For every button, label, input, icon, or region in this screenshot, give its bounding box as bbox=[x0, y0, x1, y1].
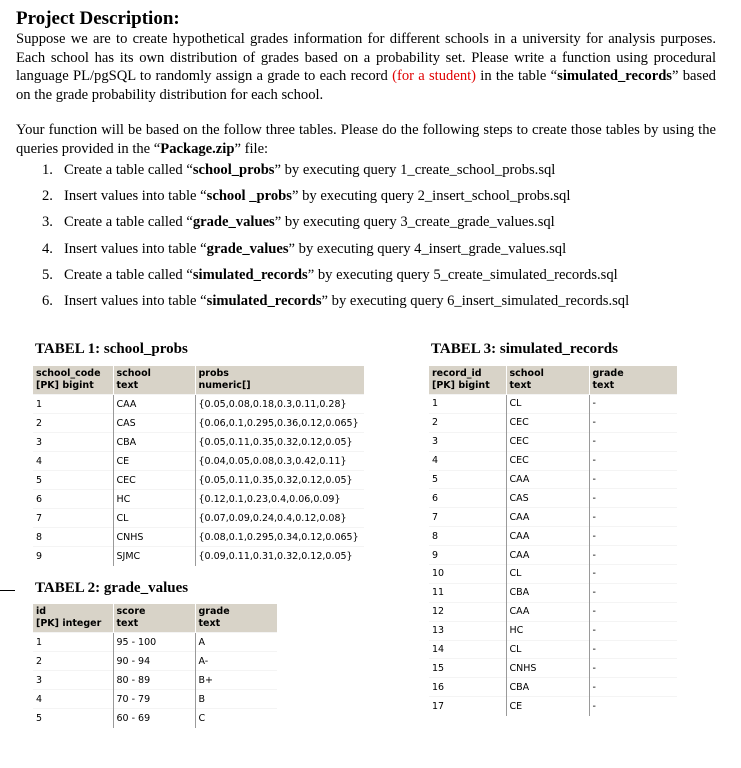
table-row bbox=[33, 490, 364, 509]
para1-text: Suppose we are to create hypothetical grades information for different schools in a university for analysis purposes. Each school has its own distribution of grades based on a probability set. Please write a function using procedural language PL/pgSQL to randomly assign a grade to each record bbox=[16, 31, 716, 84]
para1-text-end: ” based on the grade probability distribution for each school. bbox=[16, 68, 716, 103]
step-number: 2. bbox=[42, 188, 53, 205]
table-row bbox=[429, 602, 677, 621]
table-row bbox=[33, 433, 364, 452]
table-cell: - bbox=[589, 470, 677, 489]
table-cell: 16 bbox=[429, 678, 506, 697]
step-number: 3. bbox=[42, 214, 53, 231]
table-cell: 5 bbox=[33, 709, 113, 728]
table-cell: CAA bbox=[506, 508, 589, 527]
table-cell: {0.05,0.11,0.35,0.32,0.12,0.05} bbox=[195, 433, 364, 452]
table-cell: - bbox=[589, 451, 677, 470]
table-row bbox=[429, 470, 677, 489]
table-cell: CAA bbox=[506, 546, 589, 565]
table-cell: - bbox=[589, 489, 677, 508]
table3-caption: TABEL 3: simulated_records bbox=[431, 341, 618, 357]
column-header bbox=[113, 366, 195, 395]
table-cell: 15 bbox=[429, 659, 506, 678]
column-type: numeric[] bbox=[198, 380, 251, 391]
table-cell: 11 bbox=[429, 583, 506, 602]
column-name: record_id bbox=[432, 368, 482, 379]
table1-caption: TABEL 1: school_probs bbox=[35, 341, 188, 357]
steps-list bbox=[42, 162, 629, 319]
step-query-text: ” by executing query 1_create_school_probs.sql bbox=[274, 162, 556, 178]
step-number: 6. bbox=[42, 292, 53, 309]
column-name: school_code bbox=[36, 368, 101, 379]
column-header bbox=[589, 366, 677, 395]
table-cell: 6 bbox=[33, 490, 113, 509]
column-type: [PK] integer bbox=[36, 618, 102, 629]
table-cell: CEC bbox=[113, 471, 195, 490]
table-cell: CL bbox=[506, 565, 589, 584]
table-cell: CBA bbox=[113, 433, 195, 452]
table-row bbox=[429, 546, 677, 565]
step-item bbox=[42, 188, 629, 214]
table-cell: 1 bbox=[429, 395, 506, 414]
table-cell: 3 bbox=[33, 671, 113, 690]
description-paragraph bbox=[16, 30, 716, 104]
step-query-text: ” by executing query 2_insert_school_probs.sql bbox=[291, 188, 571, 205]
table-cell: CBA bbox=[506, 583, 589, 602]
table-cell: CE bbox=[113, 452, 195, 471]
table-cell: A bbox=[195, 633, 277, 652]
table-row bbox=[33, 671, 277, 690]
step-item bbox=[42, 241, 629, 267]
para1-table-name: simulated_records bbox=[557, 68, 672, 84]
para1-text-mid: in the table “ bbox=[476, 68, 558, 84]
step-text: Create a table called “ bbox=[64, 266, 193, 283]
step-number: 5. bbox=[42, 266, 53, 283]
table-row bbox=[429, 451, 677, 470]
table-row bbox=[33, 547, 364, 566]
table-row bbox=[429, 527, 677, 546]
table-row bbox=[429, 413, 677, 432]
table-cell: CBA bbox=[506, 678, 589, 697]
column-header bbox=[506, 366, 589, 395]
margin-divider bbox=[0, 590, 15, 591]
step-table-name: school _probs bbox=[206, 188, 292, 205]
table-cell: CE bbox=[506, 697, 589, 716]
table-cell: CL bbox=[506, 395, 589, 414]
table-cell: 2 bbox=[33, 652, 113, 671]
table-cell: 10 bbox=[429, 565, 506, 584]
table2-caption: TABEL 2: grade_values bbox=[35, 580, 189, 596]
table-row bbox=[33, 652, 277, 671]
table-cell: - bbox=[589, 583, 677, 602]
table-cell: - bbox=[589, 413, 677, 432]
table-cell: - bbox=[589, 697, 677, 716]
table-cell: 80 - 89 bbox=[113, 671, 195, 690]
table-cell: 8 bbox=[429, 527, 506, 546]
table-cell: 1 bbox=[33, 633, 113, 652]
table-row bbox=[429, 583, 677, 602]
column-header bbox=[195, 604, 277, 633]
step-query-text: ” by executing query 4_insert_grade_values.sql bbox=[288, 240, 567, 257]
column-name: id bbox=[36, 606, 47, 617]
table-cell: 2 bbox=[429, 413, 506, 432]
table-cell: 70 - 79 bbox=[113, 690, 195, 709]
table-cell: 5 bbox=[33, 471, 113, 490]
table-cell: CAA bbox=[506, 470, 589, 489]
table-row bbox=[429, 697, 677, 716]
table-cell: CEC bbox=[506, 451, 589, 470]
para2-package-name: Package.zip bbox=[160, 140, 235, 157]
table-cell: CL bbox=[506, 640, 589, 659]
step-table-name: school_probs bbox=[192, 162, 275, 178]
table-cell: 12 bbox=[429, 602, 506, 621]
table-cell: 1 bbox=[33, 395, 113, 414]
table-cell: CEC bbox=[506, 432, 589, 451]
step-item bbox=[42, 293, 629, 319]
table-cell: CAA bbox=[113, 395, 195, 414]
table-cell: 90 - 94 bbox=[113, 652, 195, 671]
column-type: text bbox=[116, 380, 139, 391]
para2-text-end: ” file: bbox=[234, 140, 269, 157]
table-cell: CNHS bbox=[113, 528, 195, 547]
para1-red-note: (for a student) bbox=[392, 68, 477, 84]
school-probs-table bbox=[33, 366, 364, 566]
table-row bbox=[429, 395, 677, 414]
step-query-text: ” by executing query 5_create_simulated_records.sql bbox=[307, 266, 618, 283]
table-cell: 5 bbox=[429, 470, 506, 489]
table-cell: - bbox=[589, 659, 677, 678]
column-name: score bbox=[116, 606, 146, 617]
column-type: [PK] bigint bbox=[36, 380, 94, 391]
table-cell: 4 bbox=[33, 452, 113, 471]
step-item bbox=[42, 162, 629, 188]
table-cell: - bbox=[589, 621, 677, 640]
table-row bbox=[33, 509, 364, 528]
table-row bbox=[33, 528, 364, 547]
column-header bbox=[113, 604, 195, 633]
table-cell: 4 bbox=[33, 690, 113, 709]
table-cell: {0.05,0.08,0.18,0.3,0.11,0.28} bbox=[195, 395, 364, 414]
table-cell: {0.09,0.11,0.31,0.32,0.12,0.05} bbox=[195, 547, 364, 566]
table-cell: HC bbox=[506, 621, 589, 640]
column-type: text bbox=[116, 618, 139, 629]
table-cell: - bbox=[589, 602, 677, 621]
table-header-row bbox=[33, 366, 364, 395]
table-cell: - bbox=[589, 565, 677, 584]
table-cell: 8 bbox=[33, 528, 113, 547]
table-cell: 3 bbox=[429, 432, 506, 451]
table-cell: {0.06,0.1,0.295,0.36,0.12,0.065} bbox=[195, 414, 364, 433]
column-name: grade bbox=[592, 368, 624, 379]
simulated-records-table bbox=[429, 366, 677, 716]
table-row bbox=[429, 659, 677, 678]
step-item bbox=[42, 214, 629, 240]
step-table-name: grade_values bbox=[192, 214, 275, 231]
step-text: Create a table called “ bbox=[64, 214, 193, 231]
table-row bbox=[429, 678, 677, 697]
table-cell: 95 - 100 bbox=[113, 633, 195, 652]
table-row bbox=[33, 690, 277, 709]
table-row bbox=[429, 489, 677, 508]
table-cell: - bbox=[589, 678, 677, 697]
table-cell: B bbox=[195, 690, 277, 709]
table-cell: SJMC bbox=[113, 547, 195, 566]
table-row bbox=[33, 471, 364, 490]
table-cell: - bbox=[589, 432, 677, 451]
table-cell: - bbox=[589, 508, 677, 527]
table-cell: 7 bbox=[429, 508, 506, 527]
step-text: Insert values into table “ bbox=[64, 292, 207, 309]
table-cell: 60 - 69 bbox=[113, 709, 195, 728]
grade-values-table bbox=[33, 604, 277, 728]
table-cell: B+ bbox=[195, 671, 277, 690]
column-header bbox=[33, 366, 113, 395]
table-row bbox=[429, 432, 677, 451]
column-type: [PK] bigint bbox=[432, 380, 490, 391]
table-row bbox=[33, 414, 364, 433]
column-header bbox=[429, 366, 506, 395]
table-row bbox=[429, 640, 677, 659]
column-name: school bbox=[509, 368, 544, 379]
table-cell: {0.04,0.05,0.08,0.3,0.42,0.11} bbox=[195, 452, 364, 471]
table-cell: 9 bbox=[429, 546, 506, 565]
table-header-row bbox=[429, 366, 677, 395]
step-table-name: simulated_records bbox=[192, 266, 308, 283]
table-cell: CAA bbox=[506, 527, 589, 546]
table-cell: A- bbox=[195, 652, 277, 671]
table-row bbox=[33, 452, 364, 471]
step-query-text: ” by executing query 6_insert_simulated_records.sql bbox=[321, 292, 630, 309]
table-cell: CL bbox=[113, 509, 195, 528]
step-table-name: grade_values bbox=[206, 240, 289, 257]
table-cell: 2 bbox=[33, 414, 113, 433]
column-name: grade bbox=[198, 606, 230, 617]
table-cell: 4 bbox=[429, 451, 506, 470]
table-cell: CAA bbox=[506, 602, 589, 621]
step-text: Insert values into table “ bbox=[64, 188, 207, 205]
table-cell: 9 bbox=[33, 547, 113, 566]
table-cell: HC bbox=[113, 490, 195, 509]
table-cell: - bbox=[589, 395, 677, 414]
table-cell: CAS bbox=[113, 414, 195, 433]
column-name: school bbox=[116, 368, 151, 379]
project-heading: Project Description: bbox=[16, 8, 180, 29]
table-cell: CNHS bbox=[506, 659, 589, 678]
table-header-row bbox=[33, 604, 277, 633]
step-number: 1. bbox=[42, 162, 53, 178]
column-header bbox=[195, 366, 364, 395]
table-cell: - bbox=[589, 546, 677, 565]
table-row bbox=[33, 633, 277, 652]
instructions-paragraph bbox=[16, 121, 716, 158]
table-cell: {0.07,0.09,0.24,0.4,0.12,0.08} bbox=[195, 509, 364, 528]
table-cell: 7 bbox=[33, 509, 113, 528]
table-cell: {0.08,0.1,0.295,0.34,0.12,0.065} bbox=[195, 528, 364, 547]
column-header bbox=[33, 604, 113, 633]
column-name: probs bbox=[198, 368, 229, 379]
step-text: Create a table called “ bbox=[64, 162, 193, 178]
table-cell: CEC bbox=[506, 413, 589, 432]
table-cell: - bbox=[589, 527, 677, 546]
table-row bbox=[429, 565, 677, 584]
table-row bbox=[33, 395, 364, 414]
step-table-name: simulated_records bbox=[206, 292, 322, 309]
table-cell: 6 bbox=[429, 489, 506, 508]
para2-text: Your function will be based on the follow three tables. Please do the following steps to create those tables by using the queries provided in the “ bbox=[16, 122, 716, 157]
column-type: text bbox=[592, 380, 615, 391]
table-cell: 17 bbox=[429, 697, 506, 716]
column-type: text bbox=[198, 618, 221, 629]
step-number: 4. bbox=[42, 240, 53, 257]
table-row bbox=[33, 709, 277, 728]
table-cell: CAS bbox=[506, 489, 589, 508]
table-cell: 3 bbox=[33, 433, 113, 452]
table-cell: - bbox=[589, 640, 677, 659]
table-cell: {0.12,0.1,0.23,0.4,0.06,0.09} bbox=[195, 490, 364, 509]
table-row bbox=[429, 621, 677, 640]
table-cell: {0.05,0.11,0.35,0.32,0.12,0.05} bbox=[195, 471, 364, 490]
table-cell: 13 bbox=[429, 621, 506, 640]
column-type: text bbox=[509, 380, 532, 391]
step-item bbox=[42, 267, 629, 293]
table-cell: C bbox=[195, 709, 277, 728]
table-row bbox=[429, 508, 677, 527]
step-query-text: ” by executing query 3_create_grade_values.sql bbox=[274, 214, 555, 231]
table-cell: 14 bbox=[429, 640, 506, 659]
step-text: Insert values into table “ bbox=[64, 240, 207, 257]
